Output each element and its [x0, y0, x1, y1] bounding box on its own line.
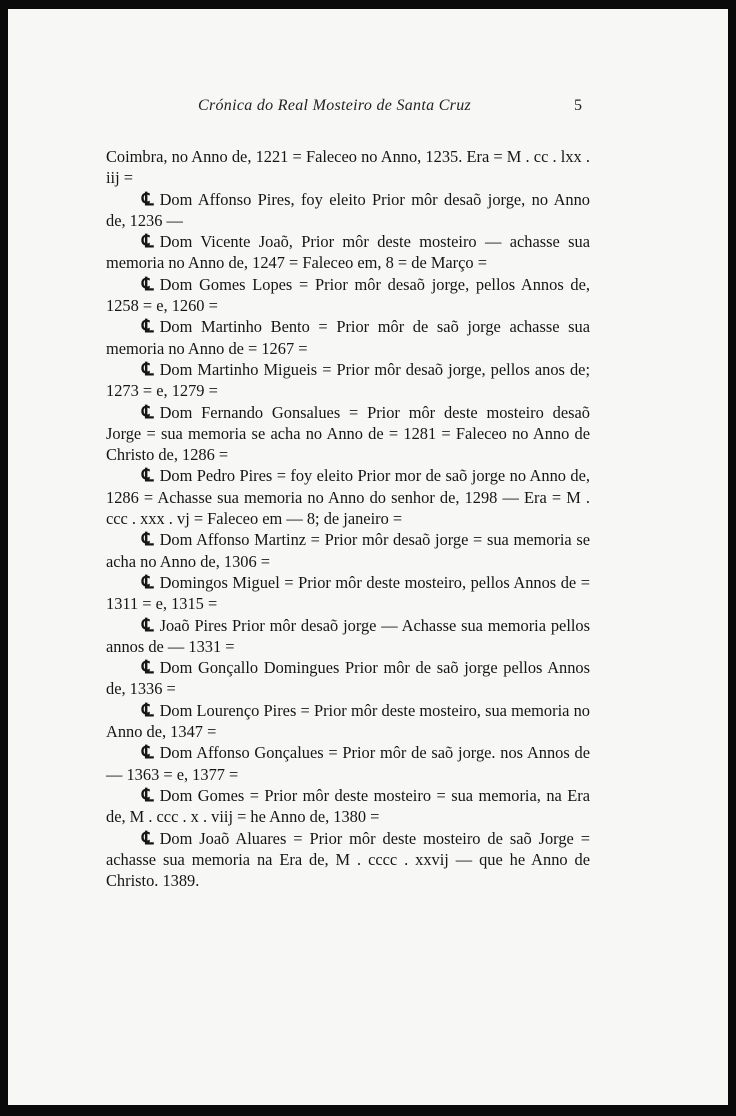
paragraph-marker-icon: ℄	[142, 742, 154, 764]
entry: ℄ Dom Gomes = Prior môr deste mosteiro = sua memoria, na Era de, M . ccc . x . viij = he Anno de, 1380 =	[106, 784, 590, 827]
entry: ℄ Dom Affonso Gonçalues = Prior môr de saõ jorge. nos Annos de — 1363 = e, 1377 =	[106, 742, 590, 784]
entry: ℄ Dom Gomes Lopes = Prior môr desaõ jorge, pellos Annos de, 1258 = e, 1260 =	[106, 273, 590, 316]
entry: ℄ Dom Martinho Bento = Prior môr de saõ jorge achasse sua memoria no Anno de = 1267 =	[106, 316, 590, 358]
paragraph-marker-icon: ℄	[142, 316, 154, 338]
entry: ℄ Dom Affonso Pires, foy eleito Prior môr desaõ jorge, no Anno de, 1236 —	[106, 188, 590, 230]
entry: ℄ Dom Martinho Migueis = Prior môr desaõ jorge, pellos anos de; 1273 = e, 1279 =	[106, 358, 590, 401]
entry: ℄ Dom Lourenço Pires = Prior môr deste mosteiro, sua memoria no Anno de, 1347 =	[106, 699, 590, 742]
paragraph-marker-icon: ℄	[142, 784, 154, 806]
paragraph-marker-icon: ℄	[142, 358, 154, 380]
chronicle-text	[106, 146, 590, 891]
entry: ℄ Dom Pedro Pires = foy eleito Prior mor de saõ jorge no Anno de, 1286 = Achasse sua memoria no Anno do senhor de, 1298 — Era = M . ccc . xxx . vj = Faleceo em — 8; de janeiro =	[106, 465, 590, 529]
entry: ℄ Dom Gonçallo Domingues Prior môr de saõ jorge pellos Annos de, 1336 =	[106, 657, 590, 699]
entry: ℄ Dom Affonso Martinz = Prior môr desaõ jorge = sua memoria se acha no Anno de, 1306 =	[106, 529, 590, 571]
paragraph-marker-icon: ℄	[142, 401, 154, 423]
paragraph-marker-icon: ℄	[142, 188, 154, 210]
page-number: 5	[574, 97, 582, 114]
entry: ℄ Joaõ Pires Prior môr desaõ jorge — Achasse sua memoria pellos annos de — 1331 =	[106, 614, 590, 656]
entry-continuation: Coimbra, no Anno de, 1221 = Faleceo no Anno, 1235. Era = M . cc . lxx . iij =	[106, 147, 590, 188]
paragraph-marker-icon: ℄	[142, 699, 154, 721]
paragraph-marker-icon: ℄	[142, 614, 154, 636]
paragraph-marker-icon: ℄	[142, 657, 154, 679]
paragraph-marker-icon: ℄	[142, 827, 154, 849]
paragraph-marker-icon: ℄	[142, 231, 154, 253]
paragraph-marker-icon: ℄	[142, 273, 154, 295]
entry: ℄ Domingos Miguel = Prior môr deste mosteiro, pellos Annos de = 1311 = e, 1315 =	[106, 571, 590, 614]
entry: ℄ Dom Joaõ Aluares = Prior môr deste mosteiro de saõ Jorge = achasse sua memoria na Era de, M . cccc . xxvij — que he Anno de Christo. 1389.	[106, 827, 590, 891]
paragraph-marker-icon: ℄	[142, 465, 154, 487]
paragraph-marker-icon: ℄	[142, 529, 154, 551]
entry: ℄ Dom Vicente Joaõ, Prior môr deste mosteiro — achasse sua memoria no Anno de, 1247 = Faleceo em, 8 = de Março =	[106, 231, 590, 273]
book-page	[8, 9, 728, 1105]
paragraph-marker-icon: ℄	[142, 571, 154, 593]
entry: ℄ Dom Fernando Gonsalues = Prior môr deste mosteiro desaõ Jorge = sua memoria se acha no Anno de = 1281 = Faleceo no Anno de Christo de, 1286 =	[106, 401, 590, 465]
running-title: Crónica do Real Mosteiro de Santa Cruz	[198, 97, 472, 114]
page-header	[8, 97, 728, 121]
